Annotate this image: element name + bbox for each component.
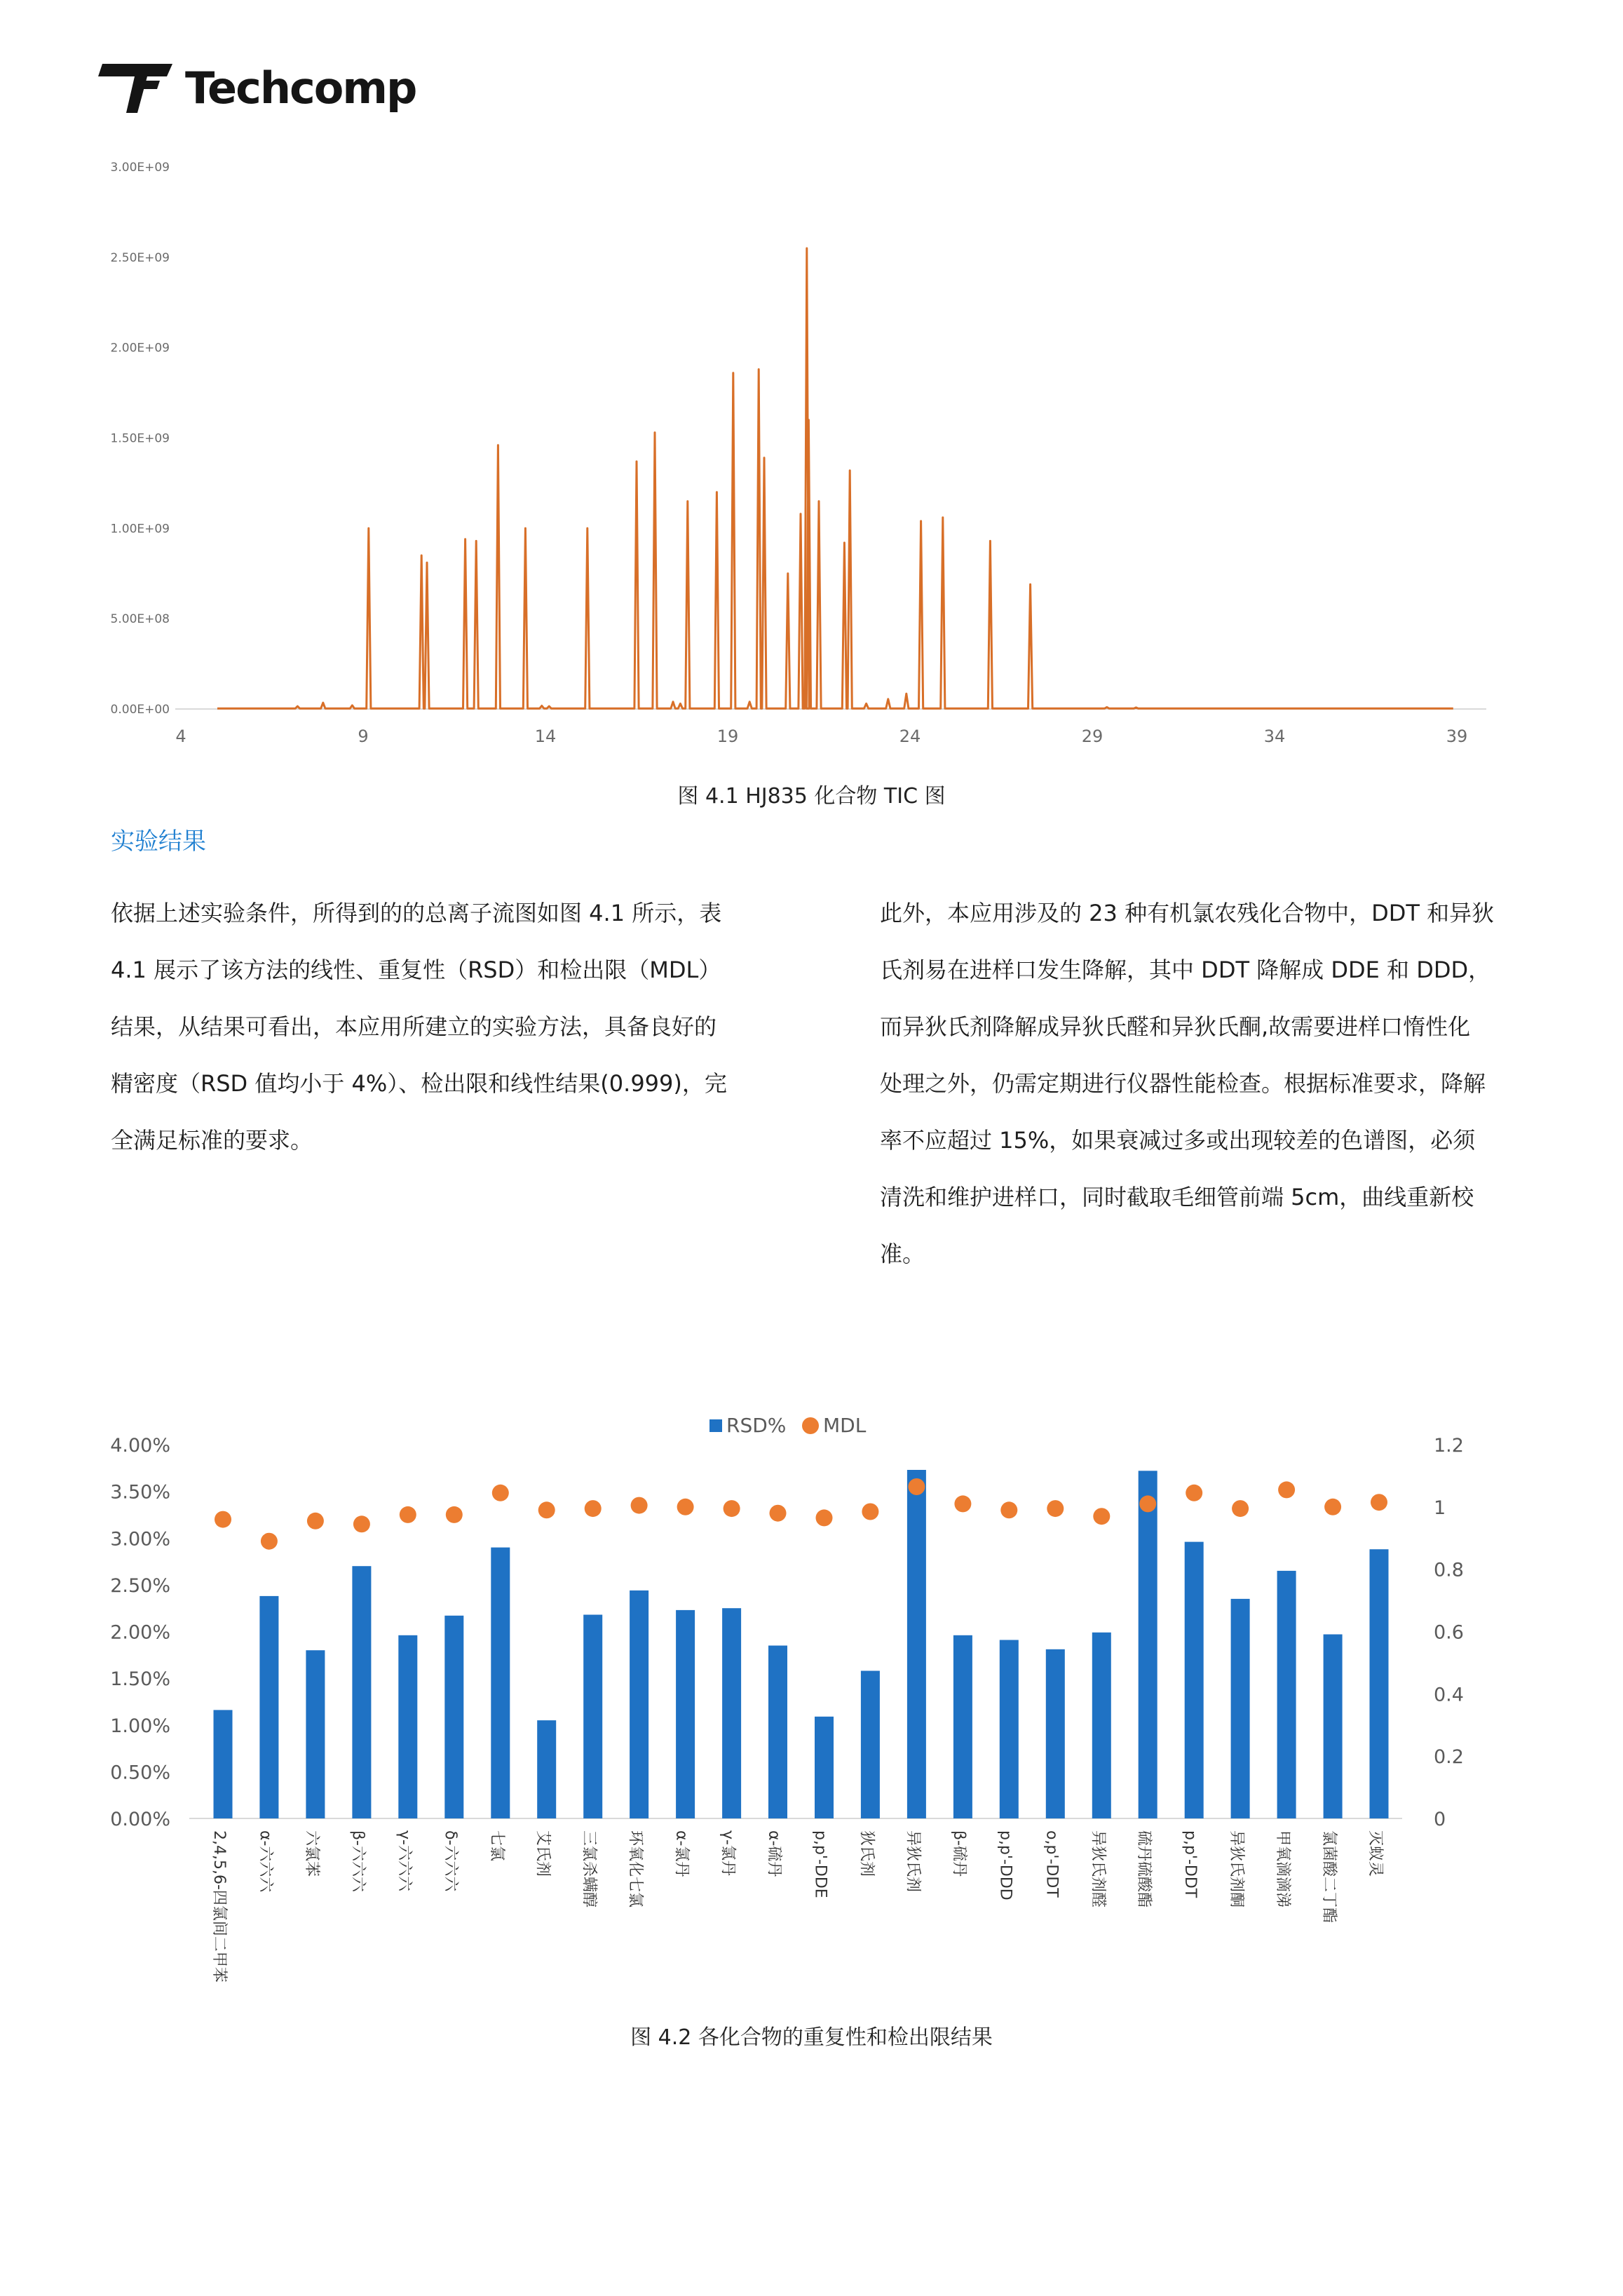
rsd-bar bbox=[722, 1608, 741, 1818]
rsd-bar bbox=[1000, 1640, 1019, 1819]
mdl-right-tick-label: 1 bbox=[1434, 1497, 1446, 1519]
mdl-dot bbox=[261, 1533, 278, 1550]
tic-x-tick-label: 9 bbox=[358, 727, 369, 746]
rsd-bar bbox=[306, 1650, 325, 1818]
rsd-category-label: p,p'-DDT bbox=[1181, 1830, 1200, 1898]
rsd-mdl-legend bbox=[709, 1414, 867, 1437]
rsd-category-label: 硫丹硫酸酯 bbox=[1135, 1830, 1153, 1908]
mdl-dots bbox=[215, 1478, 1387, 1550]
tic-x-tick-label: 29 bbox=[1081, 727, 1103, 746]
mdl-dot bbox=[400, 1506, 416, 1523]
rsd-bar bbox=[1231, 1599, 1250, 1818]
rsd-left-tick-label: 0.00% bbox=[110, 1809, 170, 1830]
rsd-bar bbox=[537, 1720, 556, 1818]
rsd-bar bbox=[491, 1548, 510, 1818]
mdl-dot bbox=[215, 1511, 231, 1528]
rsd-category-label: 异狄氏剂酮 bbox=[1228, 1830, 1246, 1908]
rsd-left-tick-label: 3.50% bbox=[110, 1481, 170, 1504]
rsd-left-tick-label: 2.50% bbox=[110, 1574, 170, 1597]
rsd-category-label: 甲氧滴滴涕 bbox=[1274, 1830, 1292, 1908]
rsd-category-label: δ-六六六 bbox=[441, 1830, 459, 1892]
mdl-dot bbox=[1232, 1500, 1249, 1517]
rsd-category-label: 灭蚁灵 bbox=[1366, 1830, 1385, 1877]
rsd-category-label: 环氧化七氯 bbox=[626, 1830, 644, 1908]
mdl-dot bbox=[908, 1478, 925, 1495]
rsd-category-label: γ-氯丹 bbox=[719, 1830, 737, 1876]
mdl-right-tick-label: 0 bbox=[1434, 1809, 1446, 1830]
mdl-right-tick-label: 0.4 bbox=[1434, 1684, 1464, 1706]
brand-name: Techcomp bbox=[185, 62, 416, 114]
mdl-right-tick-label: 0.2 bbox=[1434, 1746, 1464, 1769]
mdl-dot bbox=[1139, 1495, 1156, 1512]
rsd-bar bbox=[1185, 1542, 1204, 1818]
rsd-category-label: β-硫丹 bbox=[950, 1830, 968, 1877]
rsd-category-label: α-六六六 bbox=[256, 1830, 274, 1893]
tic-x-tick-label: 24 bbox=[899, 727, 921, 746]
rsd-category-label: α-硫丹 bbox=[765, 1830, 783, 1877]
tic-y-tick-label: 1.50E+09 bbox=[110, 431, 170, 446]
mdl-dot bbox=[585, 1500, 602, 1517]
mdl-dot bbox=[538, 1501, 555, 1518]
mdl-dot bbox=[631, 1497, 648, 1514]
rsd-left-axis bbox=[110, 1435, 170, 1830]
rsd-category-label: α-氯丹 bbox=[672, 1830, 691, 1877]
rsd-category-label: p,p'-DDD bbox=[996, 1830, 1014, 1900]
rsd-left-tick-label: 0.50% bbox=[110, 1762, 170, 1784]
mdl-right-axis bbox=[1434, 1435, 1464, 1830]
mdl-dot bbox=[492, 1485, 509, 1501]
mdl-dot bbox=[1371, 1494, 1387, 1511]
tic-y-tick-label: 0.00E+00 bbox=[110, 703, 170, 717]
rsd-bar bbox=[1092, 1633, 1111, 1818]
tic-y-tick-label: 5.00E+08 bbox=[110, 612, 170, 627]
rsd-bar bbox=[815, 1717, 834, 1818]
rsd-left-tick-label: 4.00% bbox=[110, 1435, 170, 1457]
tic-y-tick-label: 1.00E+09 bbox=[110, 522, 170, 536]
mdl-dot bbox=[677, 1499, 694, 1515]
mdl-dot bbox=[1278, 1481, 1295, 1498]
mdl-dot bbox=[1047, 1500, 1064, 1517]
rsd-bar bbox=[1046, 1649, 1065, 1818]
legend-mdl-label: MDL bbox=[823, 1414, 867, 1437]
tic-y-tick-label: 2.00E+09 bbox=[110, 341, 170, 356]
rsd-bar bbox=[583, 1615, 602, 1819]
mdl-dot bbox=[770, 1505, 787, 1522]
rsd-bar bbox=[676, 1610, 695, 1818]
mdl-right-tick-label: 0.6 bbox=[1434, 1621, 1464, 1644]
figure-4-2-caption: 图 4.2 各化合物的重复性和检出限结果 bbox=[630, 2025, 993, 2050]
tic-y-tick-label: 2.50E+09 bbox=[110, 250, 170, 265]
mdl-dot bbox=[1000, 1501, 1017, 1518]
rsd-bar bbox=[1139, 1471, 1157, 1818]
rsd-category-label: γ-六六六 bbox=[395, 1830, 413, 1891]
legend-rsd-swatch bbox=[709, 1419, 722, 1432]
rsd-bar bbox=[1324, 1635, 1343, 1819]
mdl-dot bbox=[307, 1513, 324, 1529]
mdl-dot bbox=[353, 1515, 370, 1532]
mdl-right-tick-label: 1.2 bbox=[1434, 1435, 1464, 1457]
rsd-category-label: 2,4,5,6-四氯间二甲苯 bbox=[210, 1830, 228, 1983]
rsd-category-label: 三氯杀螨醇 bbox=[580, 1830, 598, 1908]
rsd-category-label: 六氯苯 bbox=[302, 1830, 320, 1877]
tic-x-tick-label: 14 bbox=[534, 727, 557, 746]
mdl-dot bbox=[1324, 1499, 1341, 1515]
rsd-left-tick-label: 2.00% bbox=[110, 1621, 170, 1644]
tic-x-tick-label: 39 bbox=[1446, 727, 1468, 746]
rsd-category-label: β-六六六 bbox=[348, 1830, 367, 1892]
rsd-left-tick-label: 1.50% bbox=[110, 1668, 170, 1691]
mdl-dot bbox=[446, 1506, 463, 1523]
paragraph-left-text: 依据上述实验条件，所得到的的总离子流图如图 4.1 所示，表 4.1 展示了该方法的线性、重复性（RSD）和检出限（MDL） 结果，从结果可看出，本应用所建立的实验方法，具备良好的 精密度（RSD 值均小于 4%）、检出限和线性结果(0.999)，完 全满足标准的要求。 bbox=[111, 900, 727, 1154]
legend-mdl-dot bbox=[802, 1417, 819, 1434]
mdl-dot bbox=[1186, 1485, 1202, 1501]
rsd-bar bbox=[444, 1616, 463, 1818]
rsd-bar bbox=[214, 1710, 233, 1818]
rsd-left-tick-label: 1.00% bbox=[110, 1715, 170, 1737]
mdl-dot bbox=[954, 1495, 971, 1512]
tic-x-tick-label: 4 bbox=[175, 727, 186, 746]
rsd-category-label: 异狄氏剂醛 bbox=[1089, 1830, 1107, 1908]
mdl-dot bbox=[816, 1509, 833, 1526]
rsd-category-label: 艾氏剂 bbox=[534, 1830, 552, 1877]
rsd-bar bbox=[953, 1635, 972, 1818]
tic-x-tick-label: 34 bbox=[1263, 727, 1286, 746]
section-title: 实验结果 bbox=[111, 828, 206, 856]
rsd-left-tick-label: 3.00% bbox=[110, 1528, 170, 1551]
rsd-bar bbox=[861, 1671, 880, 1819]
rsd-category-label: 氯菌酸二丁酯 bbox=[1320, 1830, 1338, 1924]
mdl-dot bbox=[1093, 1508, 1110, 1525]
mdl-right-tick-label: 0.8 bbox=[1434, 1559, 1464, 1581]
rsd-bar bbox=[259, 1596, 278, 1818]
tic-x-tick-label: 19 bbox=[717, 727, 739, 746]
rsd-category-label: o,p'-DDT bbox=[1043, 1830, 1061, 1898]
rsd-category-labels bbox=[210, 1830, 1384, 1983]
rsd-bar bbox=[1277, 1571, 1296, 1818]
figure-4-1-caption: 图 4.1 HJ835 化合物 TIC 图 bbox=[677, 784, 946, 809]
rsd-category-label: p,p'-DDE bbox=[811, 1830, 829, 1898]
paragraph-right-text: 此外，本应用涉及的 23 种有机氯农残化合物中，DDT 和异狄 氏剂易在进样口发生降解，其中 DDT 降解成 DDE 和 DDD， 而异狄氏剂降解成异狄氏醛和异狄氏酮,故需要进样口惰性化 处理之外，仍需定期进行仪器性能检查。根据标准要求，降解 率不应超过 15%，如果衰减过多或出现较差的色谱图，必须 清洗和维护进样口，同时截取毛细管前端 5cm，曲线重新校 准。 bbox=[880, 900, 1495, 1267]
rsd-category-label: 异狄氏剂 bbox=[904, 1830, 922, 1893]
rsd-bar bbox=[768, 1646, 787, 1819]
mdl-dot bbox=[862, 1504, 878, 1520]
legend-rsd-label: RSD% bbox=[726, 1414, 787, 1437]
rsd-bar bbox=[630, 1591, 648, 1818]
rsd-bar bbox=[398, 1635, 417, 1818]
rsd-bar bbox=[907, 1470, 926, 1818]
rsd-category-label: 七氯 bbox=[487, 1830, 505, 1862]
rsd-bar bbox=[1370, 1549, 1389, 1818]
rsd-category-label: 狄氏剂 bbox=[857, 1830, 876, 1877]
rsd-bar bbox=[352, 1566, 371, 1818]
rsd-bars bbox=[214, 1470, 1389, 1818]
tic-y-tick-label: 3.00E+09 bbox=[110, 161, 170, 175]
mdl-dot bbox=[724, 1500, 740, 1517]
